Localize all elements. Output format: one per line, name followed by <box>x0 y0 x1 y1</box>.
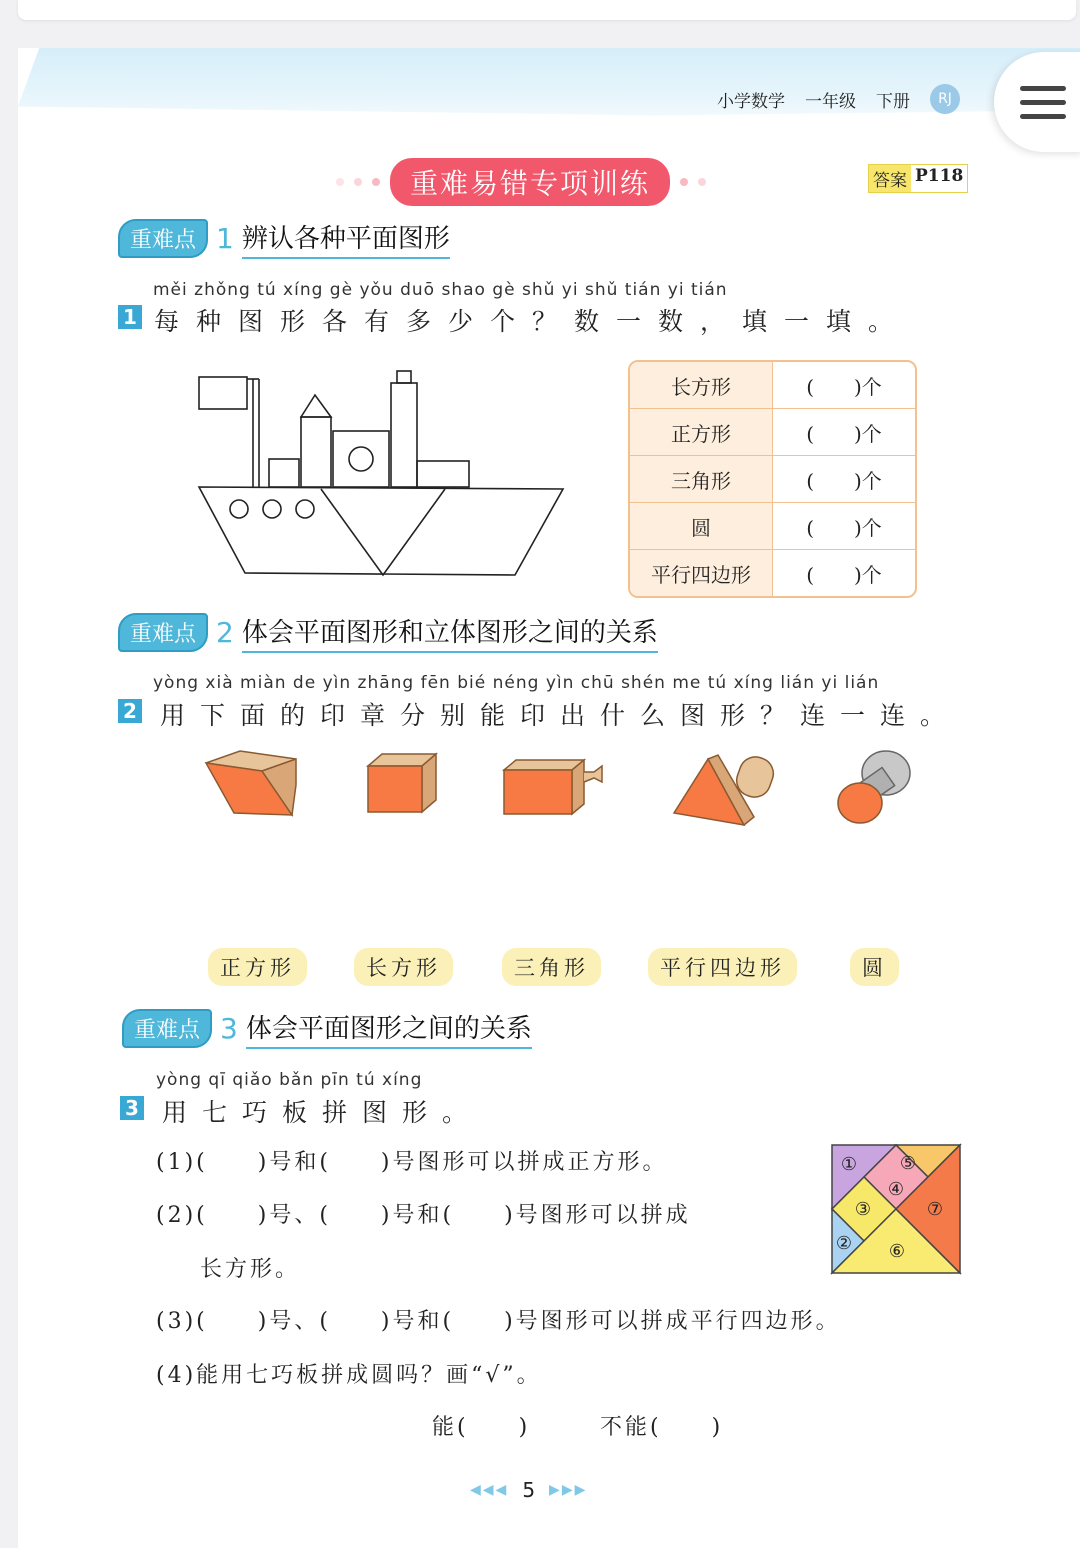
triangle-stamp-icon <box>668 745 783 830</box>
table-row <box>630 503 915 550</box>
menu-icon-line <box>1020 100 1066 105</box>
table-row <box>630 456 915 503</box>
parallelogram-stamp-icon <box>200 745 300 825</box>
shape-name: 圆 <box>630 503 773 550</box>
page-title-block <box>336 158 706 206</box>
tangram-number: ⑤ <box>899 1153 917 1174</box>
q3-item-4: (4)能用七巧板拼成圆吗？画“√”。 <box>156 1363 542 1388</box>
shape-count-table <box>628 360 917 598</box>
deck-rectangle <box>417 461 469 487</box>
shape-name: 长方形 <box>630 362 773 409</box>
grade-label: 一年级 <box>805 91 856 112</box>
table-row <box>630 362 915 409</box>
shape-label-circle[interactable]: 圆 <box>850 948 899 986</box>
keypoint-badge: 重难点 <box>122 1009 212 1048</box>
menu-icon <box>1020 86 1066 91</box>
tower-triangle <box>301 395 331 417</box>
cannot-option[interactable]: 不能( ) <box>600 1415 724 1440</box>
q3-item-3: (3)( )号、( )号和( )号图形可以拼成平行四边形。 <box>156 1309 841 1334</box>
keypoint-badge: 重难点 <box>118 219 208 258</box>
title-dot <box>354 178 362 186</box>
porthole-circle <box>296 500 314 518</box>
answer-reference <box>868 164 968 193</box>
volume-label: 下册 <box>876 91 910 112</box>
shape-label-parallelogram[interactable]: 平行四边形 <box>648 948 797 986</box>
count-blank[interactable]: ( )个 <box>773 362 915 409</box>
keypoint-text: 体会平面图形之间的关系 <box>246 1008 532 1049</box>
tangram-number: ④ <box>887 1179 905 1200</box>
keypoint-text: 体会平面图形和立体图形之间的关系 <box>242 612 658 653</box>
tangram-figure <box>830 1143 962 1275</box>
title-dot <box>336 178 344 186</box>
ship-figure <box>195 365 570 580</box>
chimney-rectangle <box>391 383 417 487</box>
q3-item-2: (2)( )号、( )号和( )号图形可以拼成 <box>156 1203 691 1228</box>
q3-text: 用七巧板拼图形。 <box>162 1098 483 1127</box>
q3-item-2-cont: 长方形。 <box>200 1257 301 1282</box>
right-arrows-icon: ▶▶▶ <box>549 1482 588 1498</box>
keypoint-number: 1 <box>216 222 234 255</box>
square-stamp-icon <box>362 748 442 818</box>
tangram-number: ① <box>840 1154 858 1175</box>
tangram-number: ⑥ <box>888 1241 906 1262</box>
count-blank[interactable]: ( )个 <box>773 456 915 503</box>
keypoint-badge: 重难点 <box>118 613 208 652</box>
circle-stamp-icon <box>830 745 920 830</box>
q3-item-1: (1)( )号和( )号图形可以拼成正方形。 <box>156 1150 668 1175</box>
q2-pinyin: yòng xià miàn de yìn zhāng fēn bié néng yìn chū shén me tú xíng lián yi lián <box>153 673 880 693</box>
hull-trapezoid <box>199 487 563 575</box>
shape-label-triangle[interactable]: 三角形 <box>502 948 601 986</box>
tower-rectangle <box>301 417 331 487</box>
count-blank[interactable]: ( )个 <box>773 409 915 456</box>
q3-number: 3 <box>120 1096 144 1120</box>
q2-number: 2 <box>118 699 142 723</box>
q1-text: 每种图形各有多少个？数一数，填一填。 <box>154 307 911 336</box>
count-blank[interactable]: ( )个 <box>773 503 915 550</box>
page-title: 重难易错专项训练 <box>390 158 670 206</box>
tangram-number: ③ <box>854 1199 872 1220</box>
hull-triangle <box>321 489 445 575</box>
page-header <box>717 84 960 114</box>
chimney-top <box>397 371 411 383</box>
porthole-circle <box>263 500 281 518</box>
shape-name: 三角形 <box>630 456 773 503</box>
rectangle-stamp-icon <box>498 752 608 822</box>
q2-text: 用下面的印章分别能印出什么图形？连一连。 <box>160 701 961 730</box>
q3-pinyin: yòng qī qiǎo bǎn pīn tú xíng <box>156 1070 423 1090</box>
previous-page-card <box>18 0 1076 20</box>
porthole-circle <box>230 500 248 518</box>
title-dot <box>698 178 706 186</box>
small-square <box>269 459 299 487</box>
shape-label-square[interactable]: 正方形 <box>208 948 307 986</box>
answer-label: 答案 <box>869 165 911 192</box>
shape-name: 正方形 <box>630 409 773 456</box>
flag-rectangle <box>199 377 247 409</box>
q1-number: 1 <box>118 305 142 329</box>
title-dot <box>372 178 380 186</box>
q1-pinyin: měi zhǒng tú xíng gè yǒu duō shao gè shǔ yi shǔ tián yi tián <box>153 280 728 300</box>
section-2-heading <box>118 612 658 653</box>
cabin-square <box>333 431 389 487</box>
keypoint-number: 3 <box>220 1012 238 1045</box>
table-row <box>630 550 915 596</box>
can-option[interactable]: 能( ) <box>432 1415 531 1440</box>
cabin-circle <box>349 447 373 471</box>
section-1-heading <box>118 218 450 259</box>
keypoint-text: 辨认各种平面图形 <box>242 218 450 259</box>
edition-badge: RJ <box>930 84 960 114</box>
answer-page: P118 <box>911 165 967 192</box>
keypoint-number: 2 <box>216 616 234 649</box>
table-row <box>630 409 915 456</box>
section-3-heading <box>122 1008 532 1049</box>
menu-icon-line <box>1020 114 1066 119</box>
tangram-number: ⑦ <box>926 1199 944 1220</box>
page-footer <box>470 1478 587 1502</box>
page-number: 5 <box>522 1478 536 1502</box>
count-blank[interactable]: ( )个 <box>806 562 882 587</box>
shape-label-rectangle[interactable]: 长方形 <box>354 948 453 986</box>
tangram-number: ② <box>835 1233 853 1254</box>
left-arrows-icon: ◀◀◀ <box>470 1482 509 1498</box>
subject-label: 小学数学 <box>717 91 785 112</box>
title-dot <box>680 178 688 186</box>
shape-name: 平行四边形 <box>630 550 773 596</box>
